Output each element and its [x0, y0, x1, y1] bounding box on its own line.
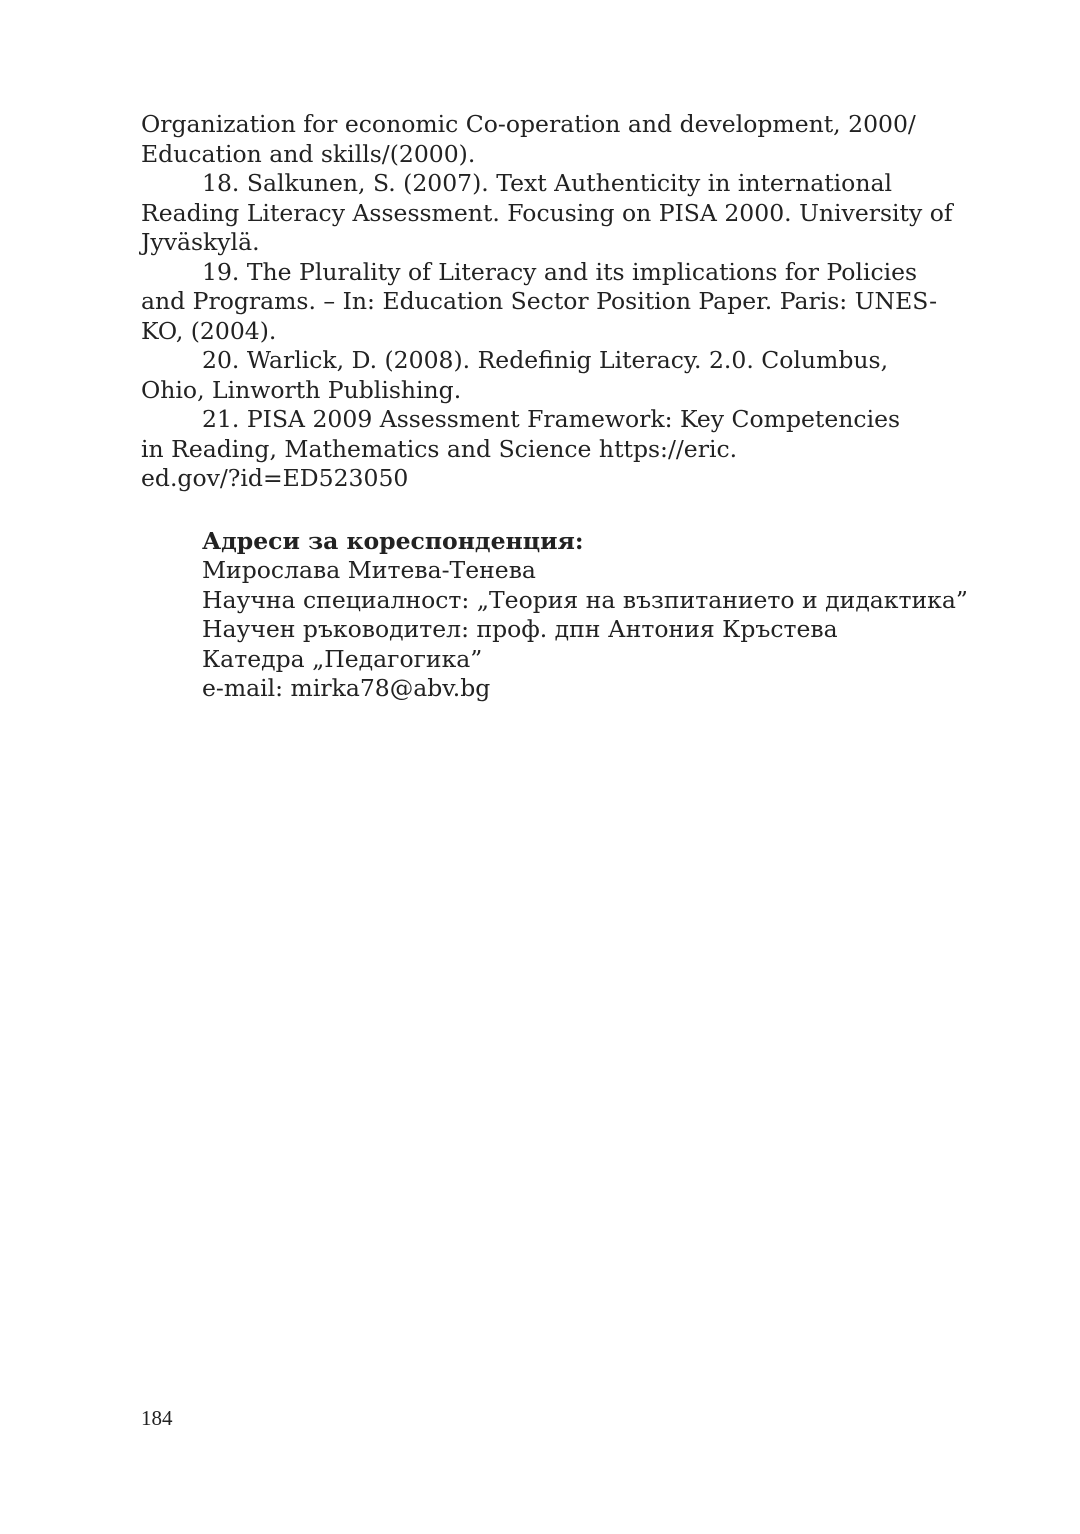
- reference-line: 19. The Plurality of Literacy and its implications for Policies: [202, 257, 918, 286]
- reference-line: Organization for economic Co-operation and development, 2000/: [141, 110, 916, 138]
- reference-line: KO, (2004).: [141, 316, 277, 345]
- reference-line: 20. Warlick, D. (2008). Redefinig Literacy. 2.0. Columbus,: [202, 346, 889, 374]
- scientific-supervisor: Научен ръководител: проф. дпн Антония Кръстева: [202, 615, 838, 643]
- reference-line: Reading Literacy Assessment. Focusing on PISA 2000. University of: [141, 198, 953, 227]
- reference-line: Ohio, Linworth Publishing.: [141, 375, 462, 404]
- page-body: [141, 110, 981, 704]
- reference-line: Education and skills/(2000).: [141, 139, 476, 168]
- department: Катедра „Педагогика”: [202, 644, 483, 673]
- reference-line: Jyväskylä.: [141, 228, 260, 256]
- email-address: e-mail: mirka78@abv.bg: [202, 674, 491, 702]
- reference-list: [141, 110, 981, 494]
- page-number: 184: [141, 1406, 173, 1430]
- reference-line: and Programs. – In: Education Sector Position Paper. Paris: UNES-: [141, 287, 938, 315]
- author-name: Мирослава Митева-Тенева: [202, 556, 536, 584]
- reference-line: ed.gov/?id=ED523050: [141, 464, 409, 492]
- reference-line: 18. Salkunen, S. (2007). Text Authenticity in international: [202, 169, 892, 197]
- reference-line: in Reading, Mathematics and Science https://eric.: [141, 434, 738, 463]
- scientific-specialty: Научна специалност: „Теория на възпитанието и дидактика”: [202, 585, 968, 614]
- correspondence-heading: Адреси за кореспонденция:: [202, 526, 584, 555]
- reference-line: 21. PISA 2009 Assessment Framework: Key Competencies: [202, 405, 901, 433]
- correspondence-block: [141, 527, 981, 704]
